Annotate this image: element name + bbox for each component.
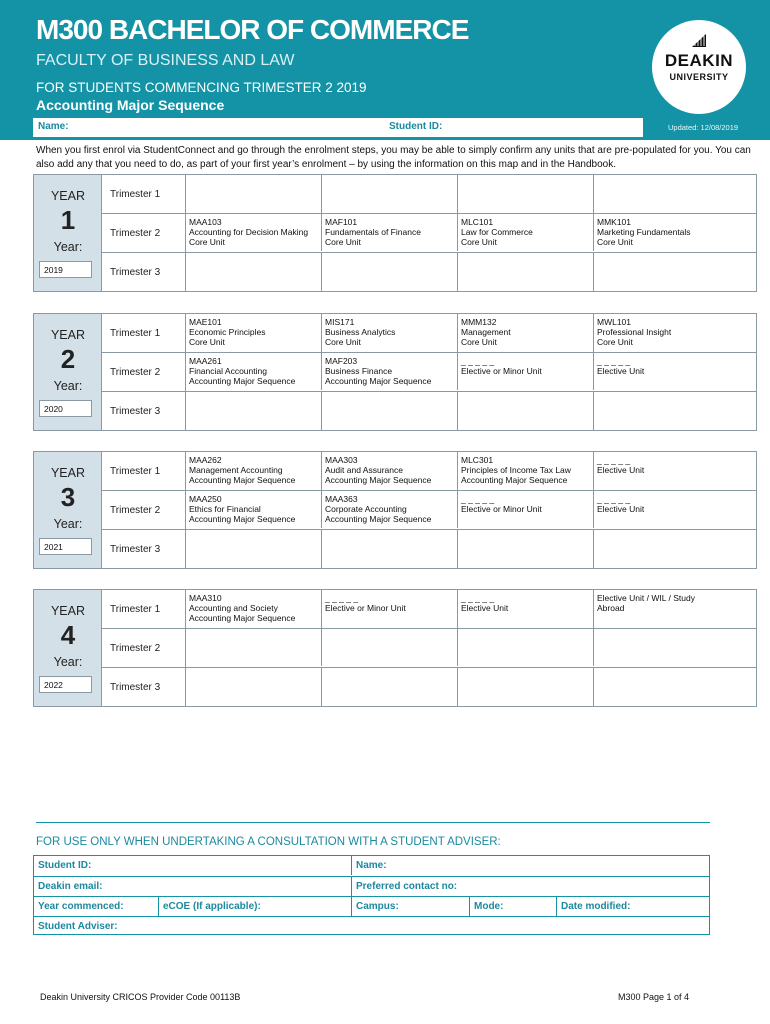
- unit-cell[interactable]: [186, 529, 322, 568]
- unit-title: Principles of Income Tax Law: [461, 465, 571, 475]
- unit-type: Accounting Major Sequence: [189, 514, 296, 524]
- commencing-note: FOR STUDENTS COMMENCING TRIMESTER 2 2019: [36, 80, 367, 95]
- unit-code: MAA250: [189, 494, 222, 504]
- unit-cell[interactable]: [594, 352, 756, 390]
- unit-cell[interactable]: [186, 391, 322, 430]
- unit-type: Core Unit: [597, 337, 633, 347]
- year-number: 1: [60, 205, 76, 235]
- unit-code: MAE101: [189, 317, 222, 327]
- year-label: YEAR: [50, 328, 86, 342]
- adviser-row: [34, 856, 709, 876]
- adviser-row: [34, 896, 709, 916]
- year-number: 4: [60, 620, 76, 650]
- unit-cell[interactable]: [458, 314, 594, 352]
- logo-subtitle: UNIVERSITY: [669, 72, 729, 82]
- header-banner: [0, 0, 770, 140]
- unit-cell[interactable]: [594, 391, 756, 430]
- unit-cell[interactable]: [322, 175, 458, 213]
- unit-title: Elective Unit: [461, 603, 509, 613]
- unit-type: Accounting Major Sequence: [325, 376, 432, 386]
- unit-title: Corporate Accounting: [325, 504, 407, 514]
- unit-type: Accounting Major Sequence: [189, 376, 296, 386]
- unit-code: _ _ _ _ _: [597, 356, 631, 366]
- updated-date: Updated: 12/08/2019: [668, 123, 739, 132]
- year-commenced-field[interactable]: Year commenced:: [38, 901, 124, 912]
- footer-page-number: M300 Page 1 of 4: [618, 992, 690, 1002]
- unit-cell[interactable]: [594, 252, 756, 291]
- unit-cell[interactable]: [186, 213, 322, 251]
- unit-code: _ _ _ _ _: [461, 593, 495, 603]
- year-input[interactable]: 2021: [39, 538, 92, 555]
- deakin-email-field[interactable]: Deakin email:: [38, 881, 103, 892]
- year-sidebar: [34, 314, 102, 430]
- unit-type: Core Unit: [325, 337, 361, 347]
- student-id-field[interactable]: Student ID:: [38, 860, 92, 871]
- trimester-label: Trimester 3: [102, 529, 185, 568]
- unit-title: Business Finance: [325, 366, 393, 376]
- unit-code: MWL101: [597, 317, 632, 327]
- trimester-column: [102, 314, 186, 430]
- unit-code: MLC101: [461, 217, 494, 227]
- trimester-label: Trimester 3: [102, 391, 185, 430]
- date-modified-field[interactable]: Date modified:: [556, 897, 709, 916]
- year-label: YEAR: [50, 189, 86, 203]
- unit-code: MIS171: [325, 317, 355, 327]
- unit-cell[interactable]: [594, 628, 756, 666]
- unit-cell[interactable]: [186, 667, 322, 706]
- unit-cell[interactable]: [458, 352, 594, 390]
- year-field-label: Year:: [53, 379, 83, 393]
- trimester-label: Trimester 1: [110, 189, 161, 200]
- unit-cell[interactable]: [186, 175, 322, 213]
- year-block: [33, 174, 757, 292]
- unit-cell[interactable]: [322, 490, 458, 528]
- unit-title: Economic Principles: [189, 327, 266, 337]
- unit-code: _ _ _ _ _: [461, 356, 495, 366]
- unit-code: MLC301: [461, 455, 494, 465]
- mode-field[interactable]: Mode:: [469, 897, 556, 916]
- unit-cell[interactable]: [594, 452, 756, 490]
- adviser-section-heading: FOR USE ONLY WHEN UNDERTAKING A CONSULTATION WITH A STUDENT ADVISER:: [36, 836, 501, 848]
- trimester-label: Trimester 1: [110, 328, 161, 339]
- unit-title: Law for Commerce: [461, 227, 533, 237]
- year-sidebar: [34, 590, 102, 706]
- unit-title: Abroad: [597, 603, 625, 613]
- trimester-column: [102, 175, 186, 291]
- unit-title: Fundamentals of Finance: [325, 227, 421, 237]
- unit-cell[interactable]: [186, 252, 322, 291]
- unit-title: Business Analytics: [325, 327, 396, 337]
- unit-cell[interactable]: [322, 252, 458, 291]
- unit-cell[interactable]: [186, 352, 322, 390]
- year-input[interactable]: 2022: [39, 676, 92, 693]
- trimester-column: [102, 590, 186, 706]
- unit-title: Management: [461, 327, 511, 337]
- unit-cell[interactable]: [458, 252, 594, 291]
- unit-cell[interactable]: [458, 175, 594, 213]
- page-title: M300 BACHELOR OF COMMERCE: [36, 14, 469, 45]
- unit-cell[interactable]: [322, 391, 458, 430]
- ecoe-field[interactable]: eCOE (If applicable):: [158, 897, 351, 916]
- year-field-label: Year:: [53, 240, 83, 254]
- unit-code: MAA303: [325, 455, 358, 465]
- unit-cell[interactable]: [322, 213, 458, 251]
- year-number: 2: [60, 344, 76, 374]
- unit-code: Elective Unit / WIL / Study: [597, 593, 695, 603]
- trimester-label: Trimester 1: [110, 466, 161, 477]
- unit-type: Accounting Major Sequence: [461, 475, 568, 485]
- deakin-logo: [652, 20, 746, 114]
- unit-code: _ _ _ _ _: [597, 494, 631, 504]
- unit-cell[interactable]: [322, 667, 458, 706]
- trimester-label: Trimester 3: [102, 252, 185, 291]
- unit-type: Core Unit: [189, 337, 225, 347]
- unit-type: Core Unit: [325, 237, 361, 247]
- unit-title: Elective or Minor Unit: [461, 366, 542, 376]
- name-label: Name:: [38, 121, 69, 132]
- unit-title: Accounting for Decision Making: [189, 227, 309, 237]
- unit-code: MMM132: [461, 317, 497, 327]
- trimester-column: [102, 452, 186, 568]
- year-field-label: Year:: [53, 517, 83, 531]
- unit-cell[interactable]: [186, 490, 322, 528]
- unit-cell[interactable]: [458, 391, 594, 430]
- unit-title: Ethics for Financial: [189, 504, 261, 514]
- year-sidebar: [34, 452, 102, 568]
- unit-code: MMK101: [597, 217, 632, 227]
- unit-type: Core Unit: [461, 337, 497, 347]
- unit-cell[interactable]: [458, 590, 594, 628]
- unit-code: MAA310: [189, 593, 222, 603]
- unit-cell[interactable]: [186, 590, 322, 628]
- unit-title: Elective Unit: [597, 504, 645, 514]
- year-label: YEAR: [50, 604, 86, 618]
- unit-code: _ _ _ _ _: [597, 455, 631, 465]
- unit-code: MAA103: [189, 217, 222, 227]
- unit-code: _ _ _ _ _: [461, 494, 495, 504]
- unit-cell[interactable]: [594, 529, 756, 568]
- year-block: [33, 451, 757, 569]
- trimester-label: Trimester 3: [102, 667, 185, 706]
- year-block: [33, 589, 757, 707]
- adviser-form: [33, 855, 710, 935]
- unit-cell[interactable]: [322, 452, 458, 490]
- logo-wordmark: DEAKIN: [664, 51, 734, 70]
- unit-code: _ _ _ _ _: [325, 593, 359, 603]
- unit-title: Accounting and Society: [189, 603, 278, 613]
- unit-title: Financial Accounting: [189, 366, 267, 376]
- trimester-label: Trimester 2: [102, 628, 185, 666]
- major-sequence-title: Accounting Major Sequence: [36, 97, 225, 113]
- unit-title: Audit and Assurance: [325, 465, 403, 475]
- unit-code: MAA261: [189, 356, 222, 366]
- unit-title: Management Accounting: [189, 465, 283, 475]
- year-block: [33, 313, 757, 431]
- unit-cell[interactable]: [594, 213, 756, 251]
- unit-cell[interactable]: [186, 452, 322, 490]
- unit-cell[interactable]: [186, 628, 322, 666]
- adviser-row: [34, 876, 709, 896]
- unit-cell[interactable]: [458, 628, 594, 666]
- unit-cell[interactable]: [322, 529, 458, 568]
- campus-field[interactable]: Campus:: [351, 897, 469, 916]
- name-field[interactable]: Name:: [351, 856, 709, 875]
- year-label: YEAR: [50, 466, 86, 480]
- unit-cell[interactable]: [322, 352, 458, 390]
- unit-type: Accounting Major Sequence: [325, 514, 432, 524]
- adviser-row: [34, 916, 709, 936]
- footer-cricos: Deakin University CRICOS Provider Code 00113B: [40, 992, 241, 1002]
- unit-type: Accounting Major Sequence: [189, 475, 296, 485]
- unit-code: MAF203: [325, 356, 358, 366]
- unit-title: Professional Insight: [597, 327, 672, 337]
- unit-cell[interactable]: [322, 628, 458, 666]
- unit-title: Elective or Minor Unit: [461, 504, 542, 514]
- unit-type: Accounting Major Sequence: [325, 475, 432, 485]
- section-divider: [36, 822, 710, 823]
- unit-cell[interactable]: [594, 175, 756, 213]
- trimester-label: Trimester 2: [102, 352, 185, 390]
- faculty-name: FACULTY OF BUSINESS AND LAW: [36, 52, 295, 69]
- unit-code: MAF101: [325, 217, 358, 227]
- year-input[interactable]: 2020: [39, 400, 92, 417]
- unit-code: MAA363: [325, 494, 358, 504]
- unit-type: Core Unit: [461, 237, 497, 247]
- unit-code: MAA262: [189, 455, 222, 465]
- unit-cell[interactable]: [322, 314, 458, 352]
- unit-cell[interactable]: [594, 314, 756, 352]
- name-field-bar[interactable]: [33, 118, 643, 137]
- preferred-contact-field[interactable]: Preferred contact no:: [351, 877, 709, 896]
- unit-type: Accounting Major Sequence: [189, 613, 296, 623]
- unit-cell[interactable]: [594, 590, 756, 628]
- trimester-label: Trimester 2: [102, 213, 185, 251]
- unit-cell[interactable]: [322, 590, 458, 628]
- unit-title: Marketing Fundamentals: [597, 227, 691, 237]
- year-number: 3: [60, 482, 76, 512]
- unit-cell[interactable]: [458, 667, 594, 706]
- student-id-label: Student ID:: [389, 121, 443, 132]
- unit-cell[interactable]: [458, 529, 594, 568]
- unit-cell[interactable]: [594, 667, 756, 706]
- student-adviser-field[interactable]: Student Adviser:: [38, 921, 118, 932]
- deakin-crest-icon: [691, 33, 707, 48]
- unit-cell[interactable]: [186, 314, 322, 352]
- unit-type: Core Unit: [189, 237, 225, 247]
- intro-paragraph: When you first enrol via StudentConnect and go through the enrolment steps, you may be able to simply confirm any units that are pre-populated for you. You can also add any that you need to do, as part of your first year’s enrolment – by using the information on this map and in the Handbook.: [36, 145, 751, 170]
- year-field-label: Year:: [53, 655, 83, 669]
- unit-title: Elective Unit: [597, 465, 645, 475]
- unit-title: Elective Unit: [597, 366, 645, 376]
- unit-cell[interactable]: [458, 452, 594, 490]
- unit-cell[interactable]: [458, 213, 594, 251]
- year-sidebar: [34, 175, 102, 291]
- unit-cell[interactable]: [594, 490, 756, 528]
- trimester-label: Trimester 1: [110, 604, 161, 615]
- unit-type: Core Unit: [597, 237, 633, 247]
- trimester-label: Trimester 2: [102, 490, 185, 528]
- unit-title: Elective or Minor Unit: [325, 603, 406, 613]
- year-input[interactable]: 2019: [39, 261, 92, 278]
- unit-cell[interactable]: [458, 490, 594, 528]
